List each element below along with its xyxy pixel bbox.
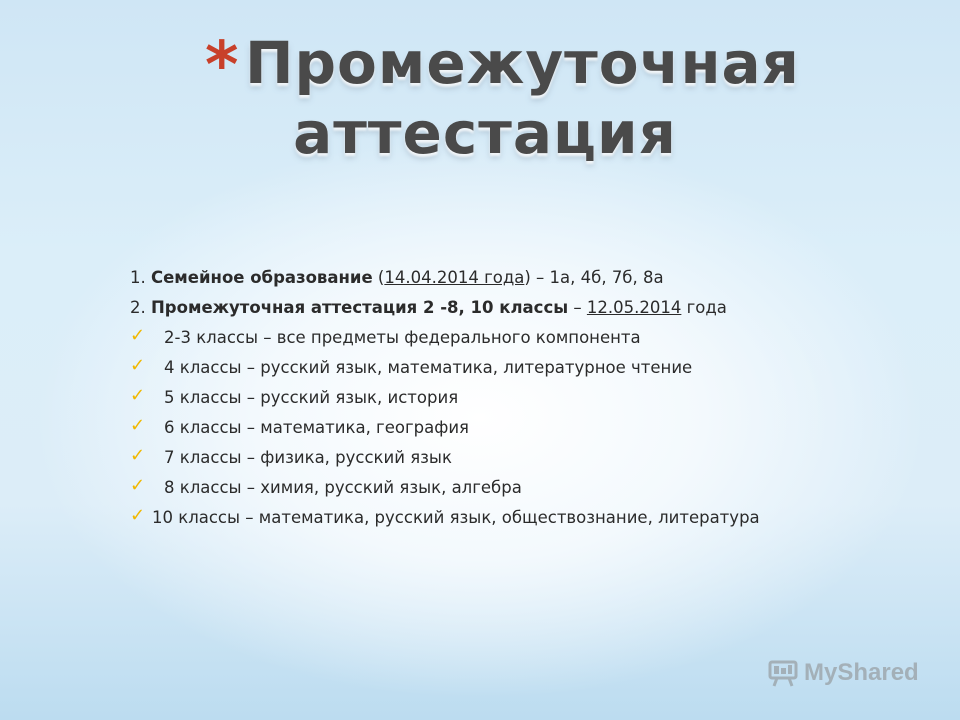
check-item-text: 4 классы – русский язык, математика, литературное чтение — [164, 358, 693, 377]
item-bold-text: Семейное образование — [151, 268, 373, 287]
check-item — [130, 325, 770, 347]
checkmark-icon: ✓ — [130, 385, 146, 406]
item-bold-text: Промежуточная аттестация 2 -8, 10 классы — [151, 298, 569, 317]
list-item-1 — [130, 268, 770, 287]
checkmark-icon: ✓ — [130, 445, 146, 466]
check-item-text: 7 классы – физика, русский язык — [164, 448, 452, 467]
check-item-text: 10 классы – математика, русский язык, обществознание, литература — [152, 508, 760, 527]
item-text: года — [681, 298, 727, 317]
check-item — [130, 445, 770, 467]
check-item — [130, 505, 770, 527]
check-item-text: 8 классы – химия, русский язык, алгебра — [164, 478, 522, 497]
watermark-text: MyShared — [804, 659, 919, 686]
date-link[interactable]: 12.05.2014 — [586, 298, 682, 317]
item-text: – — [568, 298, 587, 317]
watermark-logo — [768, 654, 928, 692]
list-item-2 — [130, 298, 770, 317]
slide-title: Промежуточная аттестация — [245, 29, 800, 167]
presentation-board-icon — [768, 659, 798, 687]
checkmark-icon: ✓ — [130, 355, 146, 376]
check-item-text: 5 классы – русский язык, история — [164, 388, 459, 407]
check-item — [130, 475, 770, 497]
check-item — [130, 385, 770, 407]
slide-content — [130, 268, 770, 538]
check-item-text: 2-3 классы – все предметы федерального компонента — [164, 328, 641, 347]
item-number: 1. — [130, 268, 151, 287]
check-item — [130, 355, 770, 377]
checkmark-icon: ✓ — [130, 475, 146, 496]
asterisk-icon: * — [205, 29, 239, 103]
item-number: 2. — [130, 298, 151, 317]
check-item-text: 6 классы – математика, география — [164, 418, 469, 437]
check-item — [130, 415, 770, 437]
date-link[interactable]: 14.04.2014 года — [384, 268, 525, 287]
checkmark-icon: ✓ — [130, 415, 146, 436]
checkmark-icon: ✓ — [130, 325, 146, 346]
checkmark-icon: ✓ — [130, 505, 146, 526]
item-text: ( — [372, 268, 385, 287]
item-text: ) – 1а, 4б, 7б, 8а — [524, 268, 664, 287]
